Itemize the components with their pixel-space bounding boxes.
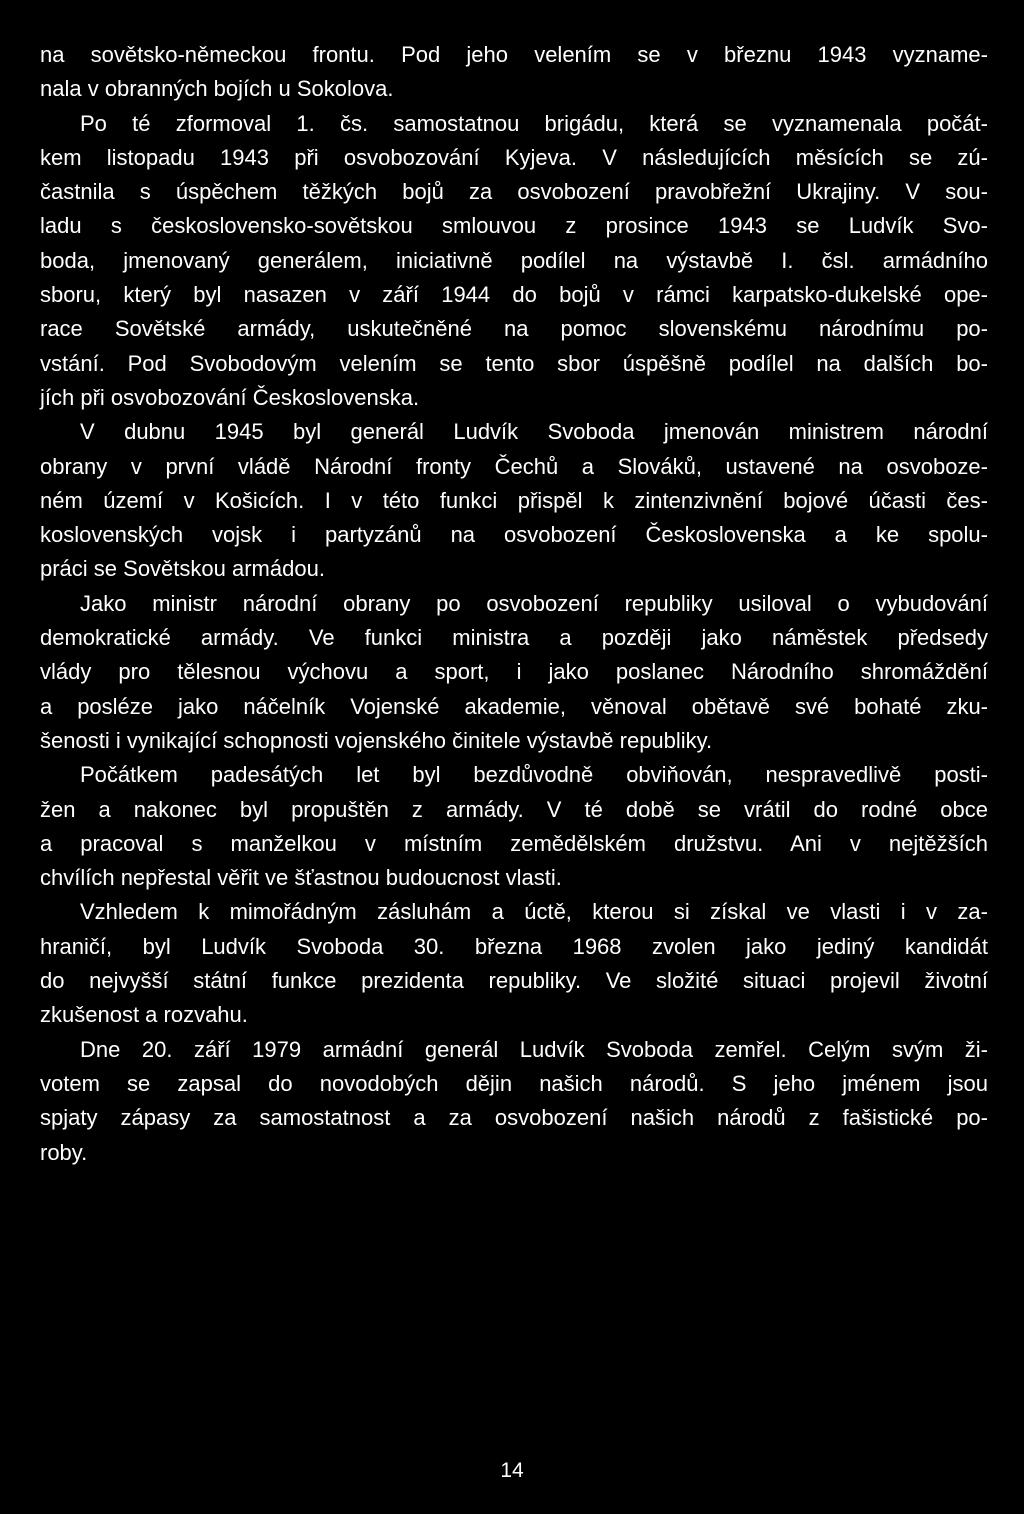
text-line: koslovenských vojsk i partyzánů na osvobození Československa a ke spolu- (40, 522, 988, 548)
text-line: na sovětsko-německou frontu. Pod jeho velením se v březnu 1943 vyzname- (40, 42, 988, 67)
text-line: šenosti i vynikající schopnosti vojenského činitele výstavbě republiky. (40, 727, 713, 753)
text-line: V dubnu 1945 byl generál Ludvík Svoboda jmenován ministrem národní (80, 419, 988, 445)
text-line: obrany v první vládě Národní fronty Čechů a Slováků, ustavené na osvoboze- (40, 453, 988, 479)
text-line: spjaty zápasy za samostatnost a za osvobození našich národů z fašistické po- (40, 1105, 988, 1131)
text-line: vstání. Pod Svobodovým velením se tento sbor úspěšně podílel na dalších bo- (40, 350, 988, 376)
text-line: nala v obranných bojích u Sokolova. (40, 76, 394, 102)
text-line: race Sovětské armády, uskutečněné na pomoc slovenskému národnímu po- (40, 316, 988, 342)
text-line: chvílích nepřestal věřit ve šťastnou budoucnost vlasti. (40, 865, 562, 891)
page-number: 14 (500, 1459, 524, 1482)
text-line: ném území v Košicích. I v této funkci přispěl k zintenzivnění bojové účasti čes- (40, 487, 988, 513)
text-line: Dne 20. září 1979 armádní generál Ludvík Svoboda zemřel. Celým svým ži- (80, 1036, 988, 1062)
text-line: žen a nakonec byl propuštěn z armády. V té době se vrátil do rodné obce (40, 796, 988, 822)
text-line: vlády pro tělesnou výchovu a sport, i jako poslanec Národního shromáždění (40, 659, 988, 685)
text-line: hraničí, byl Ludvík Svoboda 30. března 1968 zvolen jako jediný kandidát (40, 933, 988, 959)
text-line: demokratické armády. Ve funkci ministra a později jako náměstek předsedy (40, 625, 988, 651)
text-line: kem listopadu 1943 při osvobozování Kyjeva. V následujících měsících se zú- (40, 144, 988, 170)
text-line: do nejvyšší státní funkce prezidenta republiky. Ve složité situaci projevil životní (40, 968, 988, 994)
text-line: a posléze jako náčelník Vojenské akademie, věnoval obětavě své bohaté zku- (40, 693, 988, 719)
text-line: roby. (40, 1139, 88, 1165)
text-line: Jako ministr národní obrany po osvobození republiky usiloval o vybudování (80, 590, 988, 616)
text-line: Vzhledem k mimořádným zásluhám a úctě, kterou si získal ve vlasti i v za- (80, 899, 988, 925)
text-line: častnila s úspěchem těžkých bojů za osvobození pravobřežní Ukrajiny. V sou- (40, 179, 988, 205)
text-line: jích při osvobozování Československa. (40, 384, 420, 410)
text-line: zkušenost a rozvahu. (40, 1002, 248, 1028)
text-line: Po té zformoval 1. čs. samostatnou brigádu, která se vyznamenala počát- (80, 110, 988, 136)
text-line: sboru, který byl nasazen v září 1944 do bojů v rámci karpatsko-dukelské ope- (40, 282, 988, 308)
text-line: votem se zapsal do novodobých dějin našich národů. S jeho jménem jsou (40, 1070, 988, 1096)
page-text (40, 38, 988, 1170)
text-line: práci se Sovětskou armádou. (40, 556, 325, 582)
text-line: boda, jmenovaný generálem, iniciativně podílel na výstavbě I. čsl. armádního (40, 247, 988, 273)
text-line: a pracoval s manželkou v místním zemědělském družstvu. Ani v nejtěžších (40, 830, 988, 856)
text-line: Počátkem padesátých let byl bezdůvodně obviňován, nespravedlivě posti- (80, 762, 988, 788)
text-line: ladu s československo-sovětskou smlouvou z prosince 1943 se Ludvík Svo- (40, 213, 988, 239)
